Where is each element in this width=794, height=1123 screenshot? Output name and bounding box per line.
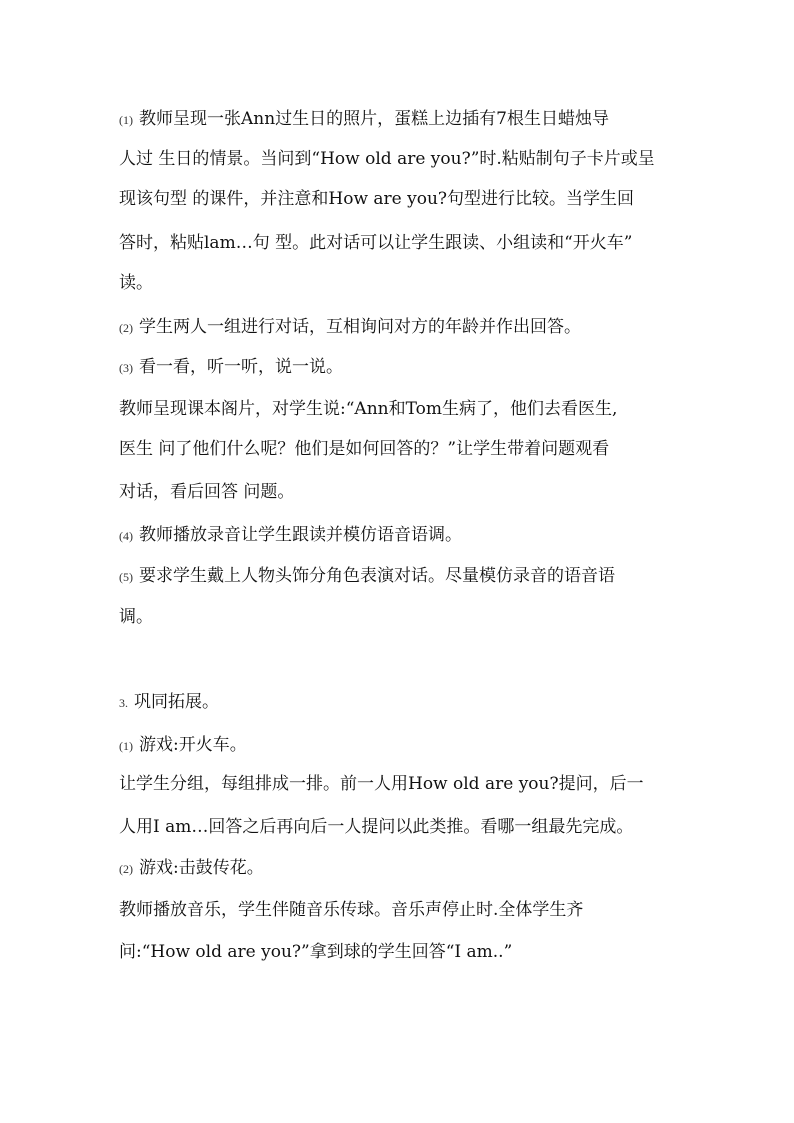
item-3-line-3: 对话，看后回答 问题。 [119,482,295,502]
game-1-line-2: 人用I am…回答之后再向后一人提问以此类推。看哪一组最先完成。 [119,817,634,837]
game-2-title: 游戏:击鼓传花。 [139,858,264,878]
section-3-number: 3. [119,696,128,710]
item-3-line-2: 医生 问了他们什么呢？他们是如何回答的？”让学生带着问题观看 [119,439,610,459]
item-5-text: 要求学生戴上人物头饰分角色表演对话。尽量模仿录音的语音语 [139,566,615,586]
item-2 [119,315,684,340]
item-5-number: (5) [119,570,133,584]
game-2-heading [119,856,684,881]
section-3-title: 巩同拓展。 [134,692,219,712]
item-1-text: 教师呈现一张Ann过生日的照片，蛋糕上边插有7根生日蜡烛导 [139,109,609,129]
game-2-line-1: 教师播放音乐，学生伴随音乐传球。音乐声停止时.全体学生齐 [119,900,584,920]
game-1-title: 游戏:开火车。 [139,735,247,755]
item-3-line-1: 教师呈现课本阁片，对学生说:“Ann和Tom生病了，他们去看医生, [119,399,618,419]
item-3 [119,355,684,380]
game-1-line-1: 让学生分组，每组排成一排。前一人用How old are you?提问，后一 [119,774,644,794]
item-1-line-1 [119,107,684,132]
item-5-line-2: 调。 [119,607,153,627]
item-4-number: (4) [119,529,133,543]
item-1-line-4: 答时，粘贴lam…句 型。此对话可以让学生跟读、小组读和“开火车” [119,233,633,253]
item-1-line-2: 人过 生日的情景。当问到“How old are you?”时.粘贴制句子卡片或呈 [119,149,655,169]
item-1-line-3: 现该句型 的课件，并注意和How are you?句型进行比较。当学生回 [119,189,635,209]
item-4 [119,523,684,548]
item-3-number: (3) [119,361,133,375]
game-1-heading [119,733,684,758]
item-5-line-1 [119,564,684,589]
item-1-number: (1) [119,113,133,127]
item-1-line-5: 读。 [119,273,153,293]
game-2-line-2: 问:“How old are you?”拿到球的学生回答“I am..” [119,942,513,962]
item-2-number: (2) [119,321,133,335]
item-2-text: 学生两人一组进行对话，互相询问对方的年龄并作出回答。 [139,317,581,337]
item-3-text: 看一看，听一听，说一说。 [139,357,343,377]
game-1-number: (1) [119,739,133,753]
item-4-text: 教师播放录音让学生跟读并模仿语音语调。 [139,525,462,545]
game-2-number: (2) [119,862,133,876]
section-3-heading [119,690,684,715]
